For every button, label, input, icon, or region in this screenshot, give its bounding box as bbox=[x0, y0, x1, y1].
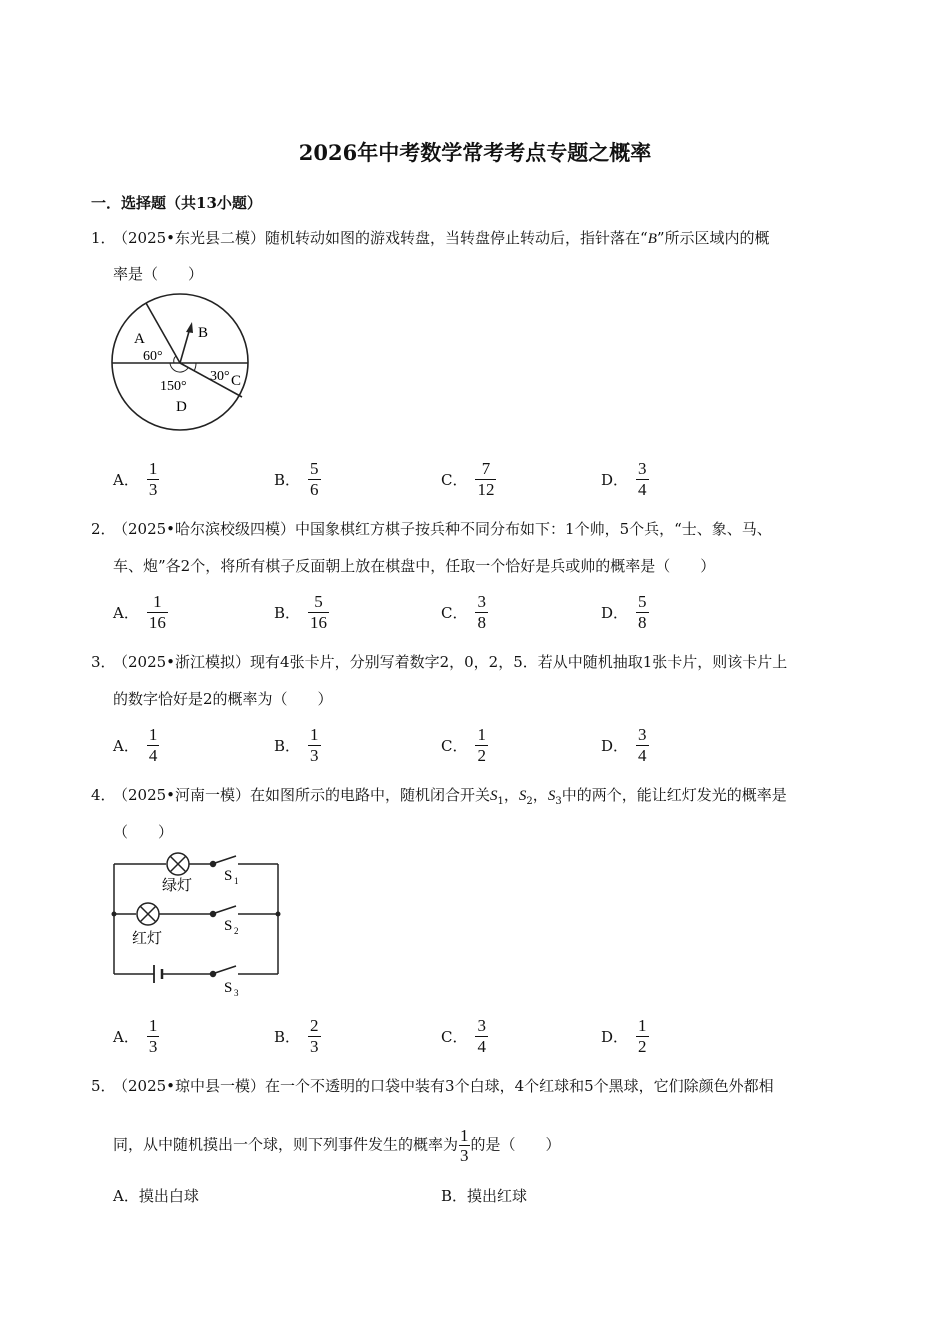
red-lamp-label: 红灯 bbox=[132, 929, 163, 947]
denominator: 4 bbox=[477, 1037, 486, 1056]
option-label: A． bbox=[113, 737, 139, 755]
option-label: B． bbox=[274, 471, 301, 489]
numerator: 1 bbox=[147, 592, 168, 613]
question-text: （2025•琼中县一模）在一个不透明的口袋中装有3个白球，4个红球和5个黑球，它们除颜色外都相 bbox=[113, 1077, 774, 1095]
option-label: D． bbox=[601, 1028, 629, 1046]
option-fraction bbox=[308, 725, 321, 766]
switch-s3-sub: 3 bbox=[234, 988, 239, 998]
option-c[interactable] bbox=[441, 592, 488, 633]
angle-arc-c bbox=[194, 363, 196, 371]
denominator: 2 bbox=[638, 1037, 647, 1056]
question-number: 4． bbox=[91, 786, 116, 804]
inline-fraction bbox=[459, 1126, 470, 1165]
numerator: 1 bbox=[638, 1016, 647, 1035]
switch-var: S bbox=[547, 788, 556, 804]
numerator: 7 bbox=[475, 459, 496, 480]
option-d[interactable] bbox=[601, 459, 649, 500]
spinner-figure bbox=[108, 290, 258, 436]
region-label-d: D bbox=[176, 399, 187, 415]
region-label-c: C bbox=[231, 373, 242, 389]
option-d[interactable] bbox=[601, 725, 649, 766]
numerator: 2 bbox=[310, 1016, 319, 1035]
question-text: （2025•浙江模拟）现有4张卡片，分别写着数字2，0，2，5．若从中随机抽取1张卡片，则该卡片上 bbox=[113, 653, 788, 671]
switch-s3-label: S bbox=[224, 980, 233, 996]
denominator: 3 bbox=[148, 1037, 158, 1056]
option-label: B． bbox=[274, 1028, 301, 1046]
option-d[interactable] bbox=[601, 1016, 649, 1057]
switch-s1-icon bbox=[211, 862, 216, 867]
option-label: C． bbox=[441, 604, 468, 622]
option-c[interactable] bbox=[441, 725, 488, 766]
question-1 bbox=[91, 228, 770, 249]
denominator: 4 bbox=[638, 480, 647, 499]
switch-s3-icon bbox=[211, 972, 216, 977]
angle-label-d: 150° bbox=[160, 379, 187, 394]
numerator: 3 bbox=[477, 592, 486, 611]
question-number: 2． bbox=[91, 520, 116, 538]
option-b[interactable] bbox=[274, 592, 329, 633]
numerator: 5 bbox=[638, 592, 647, 611]
spinner-pointer bbox=[180, 328, 190, 363]
option-b[interactable] bbox=[441, 1185, 527, 1206]
option-fraction bbox=[308, 1016, 321, 1057]
question-number: 1． bbox=[91, 229, 116, 247]
numerator: 1 bbox=[148, 1016, 158, 1035]
numerator: 3 bbox=[638, 725, 647, 744]
numerator: 3 bbox=[638, 459, 647, 478]
option-fraction bbox=[636, 459, 649, 500]
separator: ， bbox=[503, 786, 519, 804]
option-a[interactable] bbox=[113, 725, 159, 766]
switch-var: S bbox=[518, 788, 527, 804]
question-5-line2 bbox=[113, 1126, 561, 1165]
option-a[interactable] bbox=[113, 1185, 199, 1206]
option-d[interactable] bbox=[601, 592, 649, 633]
option-fraction bbox=[636, 725, 649, 766]
option-fraction bbox=[475, 1016, 488, 1057]
option-fraction bbox=[475, 725, 488, 766]
separator: ， bbox=[532, 786, 548, 804]
option-b[interactable] bbox=[274, 725, 321, 766]
angle-arc-d bbox=[170, 363, 188, 372]
angle-label-c: 30° bbox=[210, 369, 230, 384]
option-fraction bbox=[636, 592, 649, 633]
option-text: 摸出红球 bbox=[467, 1187, 528, 1205]
switch-s2-icon bbox=[211, 912, 216, 917]
denominator: 16 bbox=[148, 613, 166, 632]
numerator: 3 bbox=[477, 1016, 486, 1035]
option-fraction bbox=[147, 1016, 160, 1057]
option-label: B． bbox=[441, 1187, 468, 1205]
denominator: 3 bbox=[148, 480, 158, 499]
question-2 bbox=[91, 519, 772, 539]
section-heading: 一．选择题（共13小题） bbox=[91, 194, 262, 212]
option-b[interactable] bbox=[274, 459, 321, 500]
denominator: 12 bbox=[477, 480, 495, 499]
option-c[interactable] bbox=[441, 459, 496, 500]
denominator: 4 bbox=[148, 746, 158, 765]
denominator: 3 bbox=[460, 1146, 469, 1165]
denominator: 6 bbox=[310, 480, 319, 499]
option-label: D． bbox=[601, 471, 629, 489]
option-text: 摸出白球 bbox=[138, 1187, 199, 1205]
circuit-figure bbox=[106, 848, 286, 1000]
question-text-end: ”所示区域内的概 bbox=[656, 229, 770, 247]
switch-sub: 3 bbox=[555, 796, 562, 807]
numerator: 1 bbox=[460, 1126, 469, 1145]
switch-sub: 1 bbox=[497, 796, 504, 807]
denominator: 3 bbox=[310, 746, 319, 765]
denominator: 3 bbox=[310, 1037, 319, 1056]
question-3 bbox=[91, 652, 787, 672]
numerator: 5 bbox=[308, 592, 329, 613]
switch-s1-label: S bbox=[224, 868, 233, 884]
numerator: 1 bbox=[310, 725, 319, 744]
denominator: 8 bbox=[477, 613, 486, 632]
question-4 bbox=[91, 785, 787, 812]
option-c[interactable] bbox=[441, 1016, 488, 1057]
switch-var: S bbox=[490, 788, 498, 804]
question-number: 5． bbox=[91, 1077, 116, 1095]
question-text: （2025•哈尔滨校级四模）中国象棋红方棋子按兵种不同分布如下：1个帅，5个兵，“士、象、马、 bbox=[113, 520, 772, 538]
question-text-end: 中的两个，能让红灯发光的概率是 bbox=[561, 786, 787, 804]
numerator: 1 bbox=[477, 725, 486, 744]
pointer-arrowhead bbox=[186, 322, 193, 333]
option-fraction bbox=[636, 1016, 649, 1057]
option-fraction bbox=[147, 592, 168, 633]
denominator: 2 bbox=[477, 746, 486, 765]
option-label: B． bbox=[274, 737, 301, 755]
question-text: （2025•东光县二模）随机转动如图的游戏转盘，当转盘停止转动后，指针落在“ bbox=[113, 229, 648, 247]
denominator: 16 bbox=[310, 613, 328, 632]
option-a[interactable] bbox=[113, 1016, 159, 1057]
option-label: C． bbox=[441, 1028, 468, 1046]
question-3-line2: 的数字恰好是2的概率为（ ） bbox=[113, 690, 333, 708]
option-fraction bbox=[308, 459, 321, 500]
question-text: （2025•河南一模）在如图所示的电路中，随机闭合开关 bbox=[113, 786, 491, 804]
option-a[interactable] bbox=[113, 459, 159, 500]
option-b[interactable] bbox=[274, 1016, 321, 1057]
angle-label-a: 60° bbox=[143, 349, 163, 364]
option-label: C． bbox=[441, 737, 468, 755]
numerator: 5 bbox=[310, 459, 319, 478]
numerator: 1 bbox=[148, 459, 158, 478]
option-fraction bbox=[147, 459, 160, 500]
question-number: 3． bbox=[91, 653, 116, 671]
switch-s1-sub: 1 bbox=[234, 876, 239, 886]
switch-s2-label: S bbox=[224, 918, 233, 934]
question-5 bbox=[91, 1076, 774, 1096]
switch-sub: 2 bbox=[526, 796, 533, 807]
question-text: 同，从中随机摸出一个球，则下列事件发生的概率为 bbox=[113, 1135, 459, 1154]
angle-arc-a bbox=[174, 356, 176, 363]
switch-s2-sub: 2 bbox=[234, 926, 239, 936]
option-fraction bbox=[475, 592, 488, 633]
numerator: 1 bbox=[148, 725, 158, 744]
question-4-line2: （ ） bbox=[113, 823, 174, 841]
region-label-a: A bbox=[134, 331, 145, 347]
option-label: D． bbox=[601, 604, 629, 622]
option-fraction bbox=[308, 592, 329, 633]
option-label: A． bbox=[113, 604, 139, 622]
option-a[interactable] bbox=[113, 592, 168, 633]
green-lamp-label: 绿灯 bbox=[162, 876, 193, 894]
option-label: B． bbox=[274, 604, 301, 622]
option-label: A． bbox=[113, 1187, 139, 1205]
question-variable: B bbox=[647, 231, 657, 247]
page-title: 2026年中考数学常考考点专题之概率 bbox=[298, 140, 652, 165]
option-label: A． bbox=[113, 1028, 139, 1046]
region-label-b: B bbox=[198, 325, 209, 341]
option-fraction bbox=[475, 459, 496, 500]
denominator: 8 bbox=[638, 613, 647, 632]
question-2-line2: 车、炮”各2个，将所有棋子反面朝上放在棋盘中，任取一个恰好是兵或帅的概率是（ ） bbox=[113, 557, 716, 575]
option-fraction bbox=[147, 725, 160, 766]
question-text-end: 的是（ ） bbox=[470, 1135, 561, 1154]
option-label: C． bbox=[441, 471, 468, 489]
question-1-line2: 率是（ ） bbox=[113, 265, 204, 283]
option-label: D． bbox=[601, 737, 629, 755]
denominator: 4 bbox=[638, 746, 647, 765]
option-label: A． bbox=[113, 471, 139, 489]
